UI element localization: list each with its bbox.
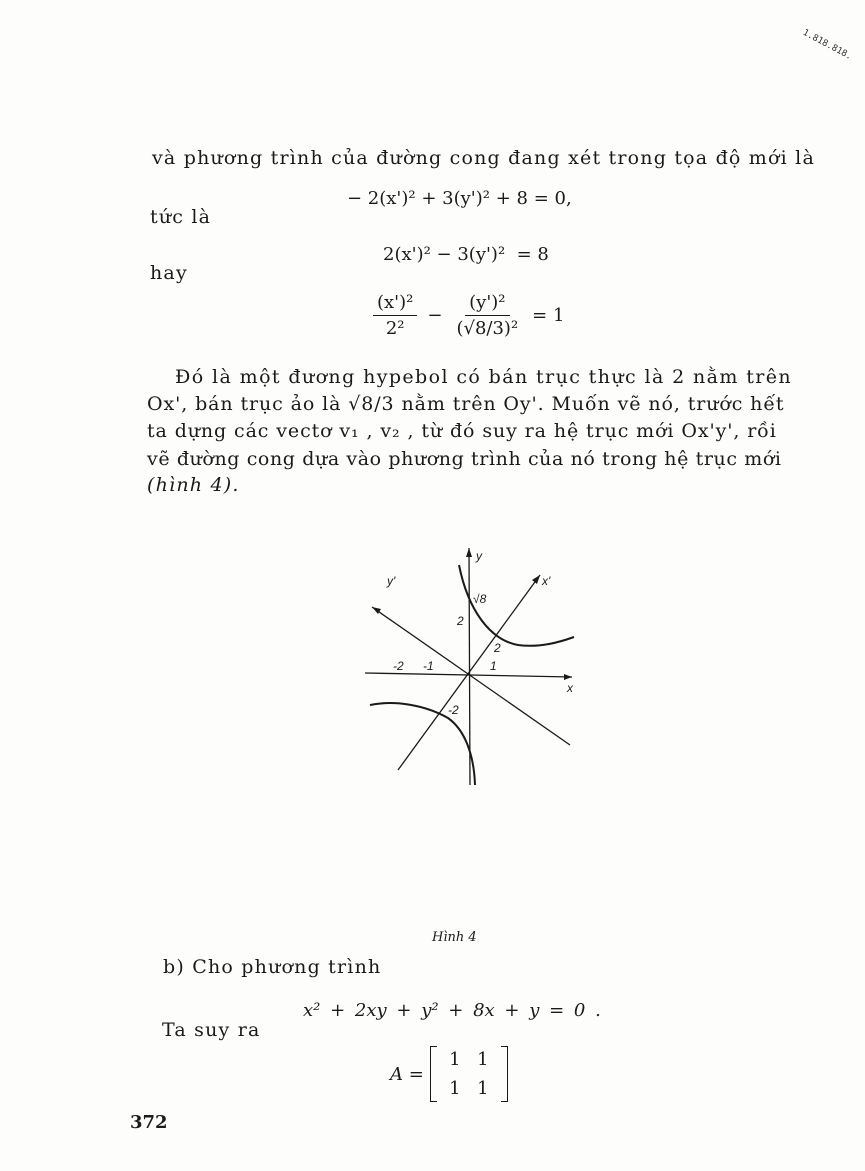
- hyperbola-branch-lower: [370, 703, 475, 785]
- equation-1: − 2(x')² + 3(y')² + 8 = 0,: [347, 188, 572, 209]
- text-line: Đó là một đương hypebol có bán trục thực là 2 nằm trên: [175, 366, 793, 388]
- text-tuc-la: tức là: [150, 206, 212, 228]
- text-line: ta dựng các vectơ v₁ , v₂ , từ đó suy ra hệ trục mới Ox'y', rồi: [147, 420, 777, 442]
- page-number: 372: [130, 1112, 168, 1133]
- matrix-a: A = 1 1 1 1: [390, 1046, 508, 1102]
- text-ta-suy-ra: Ta suy ra: [162, 1019, 261, 1041]
- equation-2: 2(x')² − 3(y')² = 8: [383, 244, 549, 265]
- text-line: vẽ đường cong dựa vào phương trình của nó trong hệ trục mới: [147, 448, 782, 470]
- matrix-cell: 1: [477, 1078, 489, 1099]
- label-2-y: 2: [457, 614, 464, 628]
- matrix-cell: 1: [449, 1049, 461, 1070]
- label-sqrt8: √8: [473, 592, 487, 606]
- text-line: và phương trình của đường cong đang xét trong tọa độ mới là: [152, 147, 815, 169]
- label-y: y: [476, 549, 482, 563]
- label-x: x: [567, 681, 573, 695]
- matrix-cell: 1: [477, 1049, 489, 1070]
- part-b-heading: b) Cho phương trình: [163, 956, 382, 978]
- text-line: Ox', bán trục ảo là √8/3 nằm trên Oy'. Muốn vẽ nó, trước hết: [147, 393, 785, 415]
- label-x-prime: x': [542, 574, 551, 588]
- text-hay: hay: [150, 262, 188, 284]
- equation-3: $\frac{\text{(x')²}}{\text{2²}}$ − $\frac{\text{(y')²}}{\text{(√8/3)²}}$ = 1: [373, 292, 564, 339]
- label-1-x: 1: [490, 659, 497, 673]
- matrix-cell: 1: [449, 1078, 461, 1099]
- library-stamp: 1.818.818.: [800, 27, 854, 63]
- figure-caption: Hình 4: [432, 930, 477, 945]
- label-y-prime: y': [387, 574, 396, 588]
- equation-b: x² + 2xy + y² + 8x + y = 0 .: [303, 1000, 601, 1021]
- label-minus2-x: -2: [393, 659, 404, 673]
- figure-hypebol: [340, 530, 600, 800]
- label-minus2-y: -2: [448, 703, 459, 717]
- text-line: (hình 4).: [147, 474, 240, 496]
- label-minus1-x: -1: [423, 659, 434, 673]
- label-2-diag: 2: [494, 641, 501, 655]
